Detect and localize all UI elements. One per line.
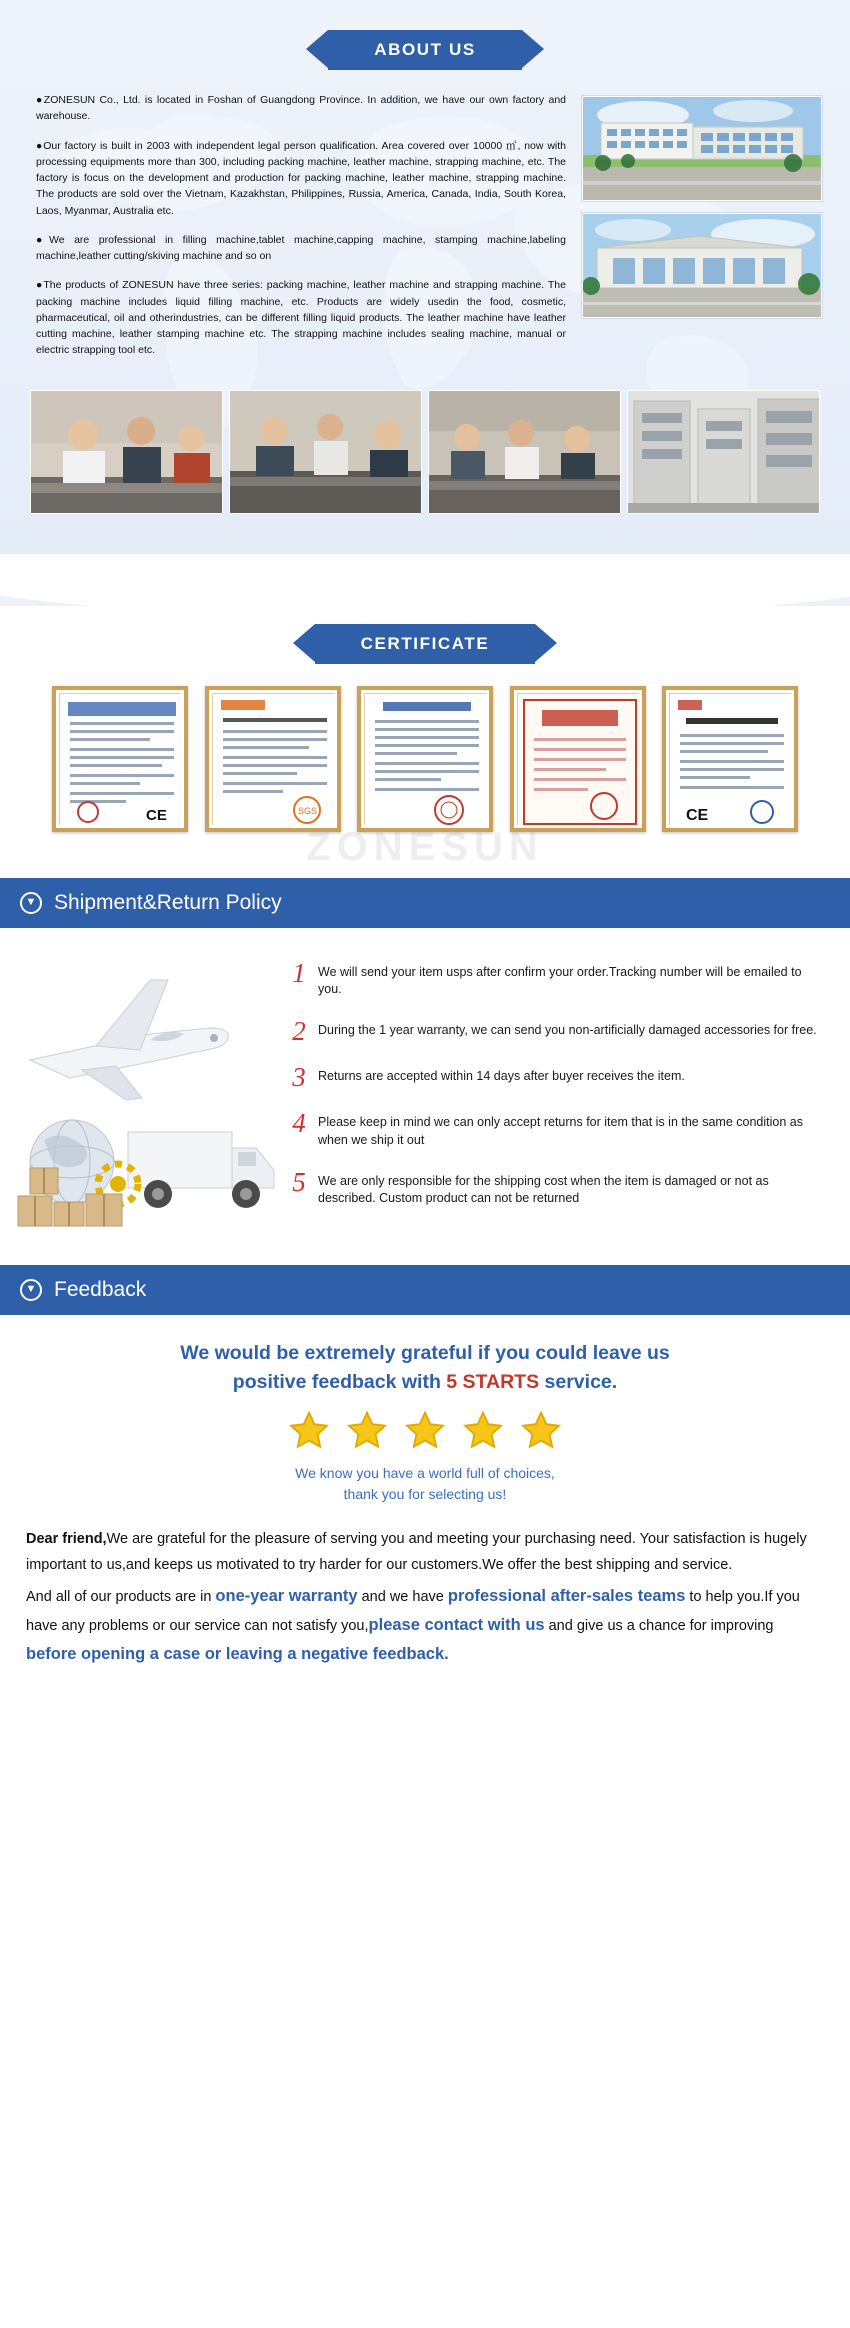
shipment-item-number: 2 (292, 1016, 306, 1047)
feedback-p2-c: to help you.If you have any problems or our service can not satisfy you, (26, 1588, 800, 1634)
feedback-team-highlight: professional after-sales teams (447, 1586, 686, 1605)
star-icon (402, 1409, 448, 1453)
shipment-item-number: 5 (292, 1166, 306, 1197)
feedback-greeting: Dear friend, (26, 1531, 107, 1548)
feedback-section (0, 1315, 850, 1699)
shipment-policy-item-2 (288, 1016, 822, 1045)
star-icon (286, 1409, 332, 1453)
feedback-headline-line2-b: service. (539, 1370, 618, 1393)
feedback-title: Feedback (54, 1277, 147, 1301)
attestation-of-compliance[interactable] (205, 686, 341, 832)
shipment-item-number: 4 (292, 1108, 306, 1139)
star-icon (344, 1409, 390, 1453)
about-photo-column (582, 92, 822, 372)
about-us-text (28, 92, 566, 372)
exhibition-gallery (28, 390, 822, 514)
feedback-p2-a: And all of our products are in (26, 1588, 216, 1605)
certificate-list (28, 686, 822, 832)
certificate-title: CERTIFICATE (315, 624, 536, 664)
feedback-case-highlight: before opening a case or leaving a negative feedback. (26, 1644, 449, 1663)
about-us-title: ABOUT US (328, 30, 522, 70)
chevron-down-circle-icon: ▼ (20, 1279, 42, 1301)
svg-text:CE: CE (146, 806, 167, 824)
certificate-ribbon (28, 624, 822, 664)
exhibition-photo-1 (30, 390, 223, 514)
feedback-subline (26, 1463, 824, 1505)
inspection-report[interactable] (357, 686, 493, 832)
feedback-header (0, 1265, 850, 1315)
certificate-section (0, 606, 850, 878)
certificate-of-compliance[interactable] (662, 686, 798, 832)
feedback-subline-1: We know you have a world full of choices, (295, 1465, 555, 1482)
feedback-headline-line2 (26, 1368, 824, 1397)
feedback-headline-line1: We would be extremely grateful if you could leave us (180, 1341, 670, 1364)
feedback-p2-d: and give us a chance for improving (544, 1617, 774, 1634)
shipment-policy-item-3 (288, 1062, 822, 1091)
feedback-headline-highlight: 5 STARTS (446, 1370, 540, 1393)
feedback-p2-b: and we have (357, 1588, 448, 1605)
exhibition-photo-3 (428, 390, 621, 514)
shipment-policy-header (0, 878, 850, 928)
business-license[interactable] (510, 686, 646, 832)
shipment-policy-title: Shipment&Return Policy (54, 890, 282, 914)
feedback-body (26, 1527, 824, 1668)
feedback-subline-2: thank you for selecting us! (343, 1486, 507, 1503)
zonesun-watermark: ZONESUN (306, 824, 544, 869)
feedback-paragraph-1-text: We are grateful for the pleasure of serving you and meeting your purchasing need. Your satisfaction is hugely important to us,and keeps us motivated to try harder for our customers.We offer the best shipping and service. (26, 1531, 807, 1573)
shipment-item-text: Please keep in mind we can only accept returns for item that is in the same condition as when we ship it out (318, 1115, 803, 1147)
shipment-item-number: 3 (292, 1062, 306, 1093)
about-paragraph-1: ●ZONESUN Co., Ltd. is located in Foshan of Guangdong Province. In addition, we have our own factory and warehouse. (36, 94, 566, 123)
about-us-ribbon (28, 30, 822, 70)
star-icon (460, 1409, 506, 1453)
shipment-item-text: During the 1 year warranty, we can send you non-artificially damaged accessories for free. (318, 1023, 817, 1038)
shipment-item-number: 1 (292, 957, 306, 988)
shipment-policy-item-4 (288, 1108, 822, 1150)
shipment-item-text: Returns are accepted within 14 days after buyer receives the item. (318, 1069, 685, 1084)
factory-building-photo (582, 96, 822, 201)
section-divider (0, 554, 850, 606)
about-paragraph-4: ●The products of ZONESUN have three series: packing machine, leather machine and strapping machine. The packing machine includes liquid filling machine, etc. Products are widely usedin the food, cosmetic, pharmaceutical, oil and otherindustries, can be different filling liquid products. The leather machine have leather cutting machine, leather stamping machine etc. The strapping machine includes sealing machine, manual or electric strapping tool etc. (36, 279, 566, 357)
shipment-policy-item-5 (288, 1167, 822, 1209)
exhibition-photo-2 (229, 390, 422, 514)
certificate-of-conformity[interactable] (52, 686, 188, 832)
exhibition-photo-4 (627, 390, 820, 514)
airplane-truck-globe-boxes-illustration (0, 950, 280, 1255)
svg-text:CE: CE (686, 806, 709, 824)
feedback-paragraph-1 (26, 1527, 824, 1578)
feedback-headline-line2-a: positive feedback with (232, 1370, 447, 1393)
feedback-contact-highlight: please contact with us (368, 1615, 545, 1634)
shipment-item-text: We are only responsible for the shipping cost when the item is damaged or not as described. Custom product can not be returned (318, 1173, 769, 1206)
svg-text:SGS: SGS (297, 805, 317, 816)
star-rating (26, 1409, 824, 1453)
warehouse-building-photo (582, 213, 822, 318)
about-us-section (0, 0, 850, 554)
shipment-item-text: We will send your item usps after confirm your order.Tracking number will be emailed to you. (318, 964, 802, 997)
feedback-paragraph-2 (26, 1582, 824, 1669)
star-icon (518, 1409, 564, 1453)
shipment-policy-item-1 (288, 958, 822, 1000)
shipment-policy-section (0, 928, 850, 1265)
shipment-policy-list (280, 950, 850, 1255)
about-paragraph-2: ●Our factory is built in 2003 with independent legal person qualification. Area covered over 10000 ㎡, now with processing equipments more than 300, including packing machine, leather machine, strapping machine, etc. The factory is focus on the development and production for packing machine, leather machine, strapping machine. The products are sold over the Vietnam, Kazakhstan, Philippines, Russia, America, Canada, India, South Korea, Laos, Myanmar, Australia etc. (36, 139, 566, 217)
feedback-warranty-highlight: one-year warranty (215, 1586, 358, 1605)
chevron-down-circle-icon: ▼ (20, 892, 42, 914)
feedback-headline (26, 1339, 824, 1398)
about-paragraph-3: ●We are professional in filling machine,tablet machine,capping machine, stamping machine,labeling machine,leather cutting/skiving machine and so on (36, 233, 566, 263)
